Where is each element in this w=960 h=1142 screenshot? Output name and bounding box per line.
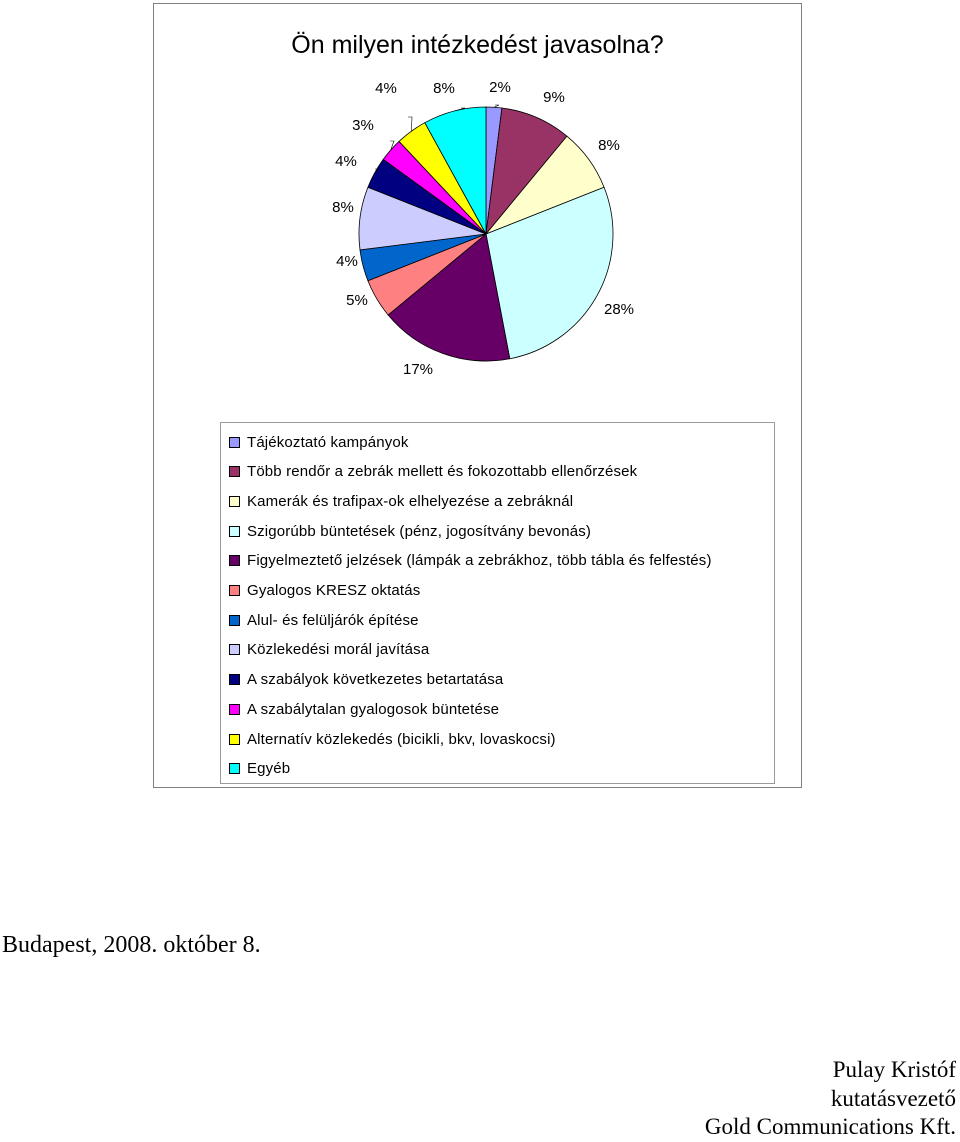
slice-label-2: 9% [543,89,565,106]
legend-swatch [229,585,240,596]
legend-swatch [229,526,240,537]
legend-label: Alul- és felüljárók építése [247,611,419,629]
slice-label-9: 4% [335,153,357,170]
signature-company: Gold Communications Kft. [704,1114,956,1139]
signature-block [705,1056,956,1142]
leader-line-1 [494,105,499,107]
legend-label: A szabályok következetes betartatása [247,671,504,689]
slice-label-3: 8% [598,137,620,154]
legend-label: Tájékoztató kampányok [247,433,409,451]
legend-swatch [229,555,240,566]
legend-swatch [229,466,240,477]
legend-item [229,432,409,452]
slice-label-8: 8% [332,199,354,216]
slice-label-4: 28% [603,301,635,318]
signature-role: kutatásvezető [830,1085,956,1111]
slice-label-7: 4% [336,253,358,270]
legend-swatch [229,704,240,715]
footer-date: Budapest, 2008. október 8. [2,932,261,958]
legend-label: Egyéb [247,760,291,778]
legend-label: Több rendőr a zebrák mellett és fokozottabb ellenőrzések [247,463,638,481]
legend-item [229,729,556,749]
slice-label-5: 17% [402,361,434,378]
legend [220,422,775,784]
legend-label: A szabálytalan gyalogosok büntetése [247,700,500,718]
slice-label-11: 4% [375,80,397,97]
legend-item [229,581,420,601]
legend-swatch [229,615,240,626]
chart-frame [153,3,802,788]
legend-item [229,521,591,541]
leader-line-11 [408,117,412,131]
slice-label-6: 5% [346,292,368,309]
legend-item [229,640,429,660]
slice-label-12: 8% [433,80,455,97]
legend-swatch [229,674,240,685]
legend-label: Közlekedési morál javítása [247,641,430,659]
legend-label: Gyalogos KRESZ oktatás [247,582,421,599]
legend-item [229,670,503,690]
legend-item [229,462,637,482]
legend-item [229,610,419,630]
legend-swatch [229,644,240,655]
legend-item [229,491,573,511]
slice-label-1: 2% [489,79,511,96]
legend-item [229,759,290,779]
legend-item [229,699,499,719]
slice-label-10: 3% [352,117,374,134]
legend-item [229,551,712,571]
legend-swatch [229,437,240,448]
legend-label: Figyelmeztető jelzések (lámpák a zebrákhoz, több tábla és felfestés) [247,552,712,570]
chart-title: Ön milyen intézkedést javasolna? [291,31,664,59]
legend-label: Szigorúbb büntetések (pénz, jogosítvány bevonás) [247,522,592,540]
legend-swatch [229,763,240,774]
pie-chart [154,4,801,414]
signature-name: Pulay Kristóf [832,1057,956,1082]
legend-label: Alternatív közlekedés (bicikli, bkv, lovaskocsi) [247,730,556,748]
legend-label: Kamerák és trafipax-ok elhelyezése a zebráknál [247,492,574,510]
legend-swatch [229,734,240,745]
legend-swatch [229,496,240,507]
